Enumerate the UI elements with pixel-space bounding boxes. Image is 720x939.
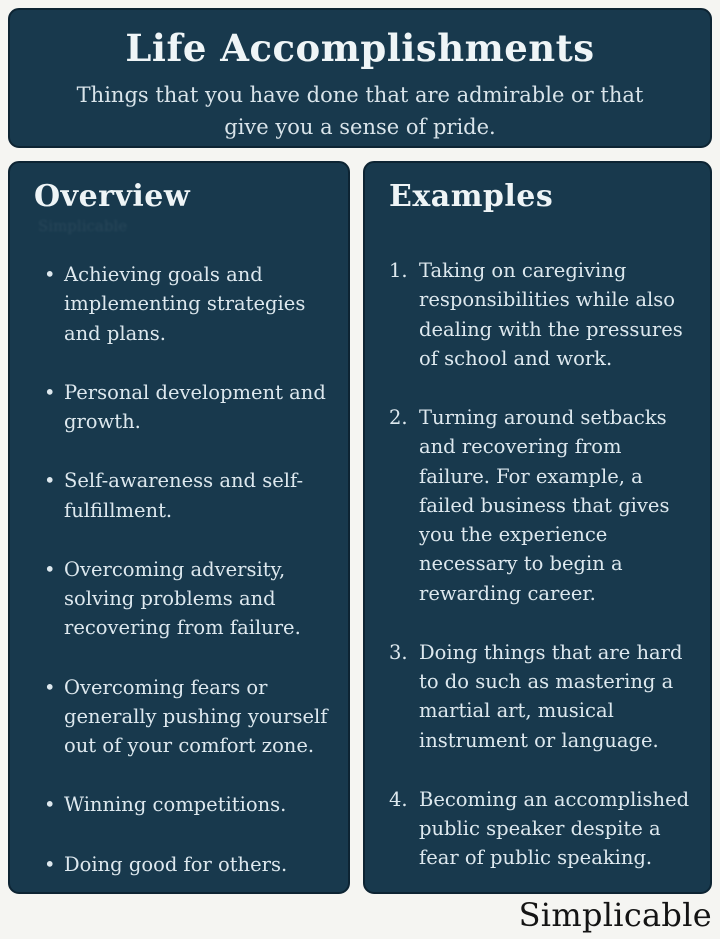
list-item: • Doing good for others. <box>34 850 334 879</box>
brand-logo-text: Simplicable <box>518 896 712 934</box>
list-item: • Winning competitions. <box>34 790 334 819</box>
examples-panel <box>363 161 712 894</box>
list-item: • Self-awareness and self-fulfillment. <box>34 466 334 525</box>
page-subtitle: Things that you have done that are admirable or that give you a sense of pride. <box>76 83 644 139</box>
list-item: • Achieving goals and implementing strategies and plans. <box>34 260 334 348</box>
list-item: • Personal development and growth. <box>34 378 334 437</box>
footer <box>8 894 712 939</box>
overview-list <box>34 260 334 879</box>
list-item: Becoming an accomplished public speaker despite a fear of public speaking. <box>419 787 690 870</box>
list-item: Taking on caregiving responsibilities while also dealing with the pressures of school and work. <box>419 259 683 370</box>
header-panel <box>8 8 712 148</box>
examples-heading: Examples <box>389 179 554 214</box>
overview-panel <box>8 161 350 894</box>
page-title: Life Accomplishments <box>125 26 595 70</box>
list-item: • Overcoming fears or generally pushing yourself out of your comfort zone. <box>34 673 334 761</box>
list-item: Doing things that are hard to do such as mastering a martial art, musical instrument or language. <box>419 640 683 752</box>
list-item: • Overcoming adversity, solving problems and recovering from failure. <box>34 555 334 643</box>
content-columns <box>8 161 712 894</box>
watermark-text: Simplicable <box>38 217 128 235</box>
examples-list <box>389 256 696 873</box>
list-item: Turning around setbacks and recovering from failure. For example, a failed business that gives you the experience necessary to begin a rewarding career. <box>419 406 670 605</box>
overview-heading: Overview <box>34 179 191 214</box>
